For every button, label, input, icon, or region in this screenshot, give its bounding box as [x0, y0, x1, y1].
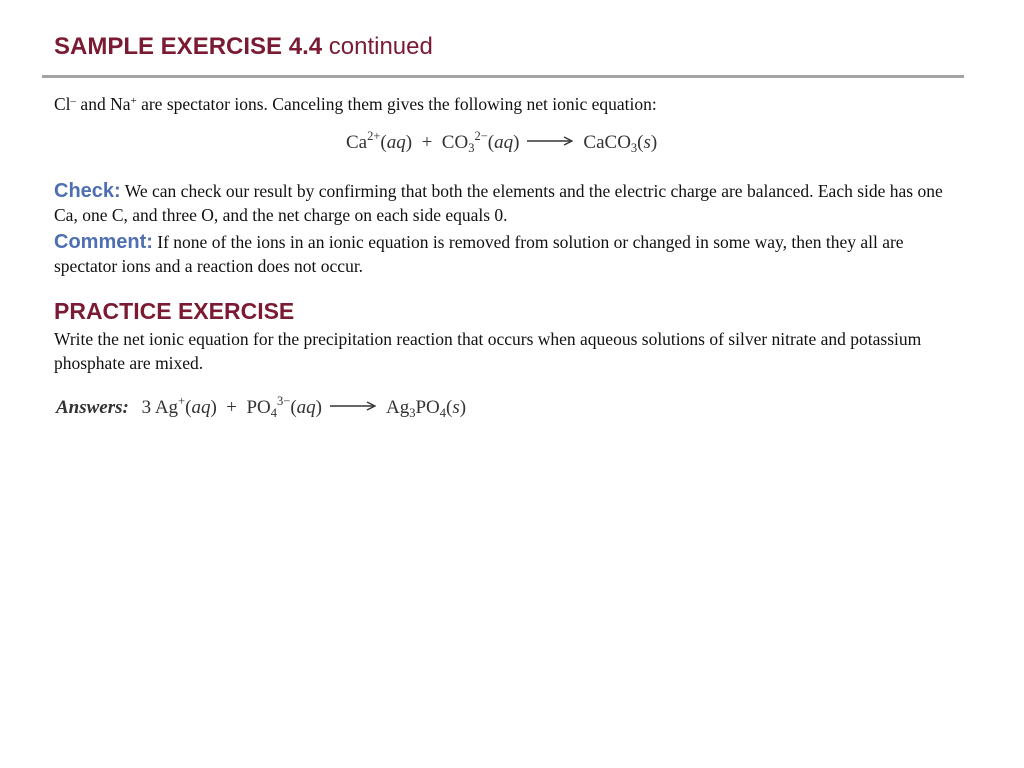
- eq-reactant1-state: aq: [386, 132, 406, 153]
- ans-plus: +: [226, 397, 237, 418]
- slide-title: [54, 31, 433, 63]
- check-text: We can check our result by confirming that both the elements and the electric charge are balanced. Each side has one Ca, one C, and three O, and the net charge on each side equals 0.: [54, 181, 943, 225]
- comment-label: Comment:: [54, 231, 153, 253]
- eq-reactant2-state: aq: [494, 132, 514, 153]
- ans-product-b: PO: [415, 397, 440, 418]
- ans-product-sub2: 4: [439, 406, 447, 420]
- practice-title: PRACTICE EXERCISE: [54, 298, 295, 324]
- answers-label: Answers:: [56, 397, 129, 418]
- ans-reactant2-sub: 4: [270, 406, 278, 420]
- intro-ion1: Cl: [54, 94, 71, 114]
- ans-reactant2: PO: [246, 397, 271, 418]
- check-paragraph: [54, 179, 954, 227]
- intro-ion1-charge: –: [70, 95, 77, 107]
- ans-coefficient: 3: [141, 397, 152, 418]
- intro-and: and Na: [80, 94, 131, 114]
- slide-title-main: SAMPLE EXERCISE 4.4: [54, 33, 323, 60]
- ans-product-a: Ag: [386, 397, 410, 418]
- eq-product: CaCO: [583, 132, 631, 153]
- comment-paragraph: [54, 230, 954, 278]
- eq-reactant2-charge: 2−: [474, 129, 488, 143]
- answer-arrow-icon: [330, 401, 376, 411]
- net-ionic-equation: $Ca^{2+}(aq) + CO_3^{2-}(aq)$ CaCO$_3$(s): [346, 129, 658, 155]
- eq-product-state: s: [643, 132, 651, 153]
- answers-equation: Answers: 3 $Ag^+(aq) + PO_4^{3-}(aq)$ $Ag_3PO_4(s)$: [56, 394, 467, 420]
- ans-product-state: s: [452, 397, 460, 418]
- eq-reactant2: CO: [441, 132, 469, 153]
- slide-title-suffix: continued: [328, 33, 433, 60]
- ans-reactant2-charge: 3−: [277, 394, 291, 408]
- ans-reactant1-charge: +: [178, 394, 186, 408]
- eq-plus: +: [421, 132, 433, 153]
- reaction-arrow-icon: [527, 136, 573, 146]
- intro-rest: are spectator ions. Canceling them gives the following net ionic equation:: [141, 94, 657, 114]
- comment-text: If none of the ions in an ionic equation is removed from solution or changed in some way, then they all are spectator ions and a reaction does not occur.: [54, 232, 904, 276]
- practice-text: Write the net ionic equation for the precipitation reaction that occurs when aqueous solutions of silver nitrate and potassium phosphate are mixed.: [54, 329, 922, 373]
- ans-reactant2-state: aq: [296, 397, 316, 418]
- ans-product-sub1: 3: [409, 406, 416, 420]
- eq-product-sub: 3: [630, 141, 638, 155]
- check-label: Check:: [54, 180, 121, 202]
- ans-reactant1: Ag: [154, 397, 179, 418]
- eq-reactant1: Ca: [346, 132, 368, 153]
- intro-text: [54, 92, 657, 116]
- eq-reactant2-sub: 3: [468, 141, 475, 155]
- intro-ion2-charge: +: [130, 95, 137, 107]
- title-divider: [42, 75, 964, 78]
- ans-reactant1-state: aq: [191, 397, 211, 418]
- eq-reactant1-charge: 2+: [367, 129, 381, 143]
